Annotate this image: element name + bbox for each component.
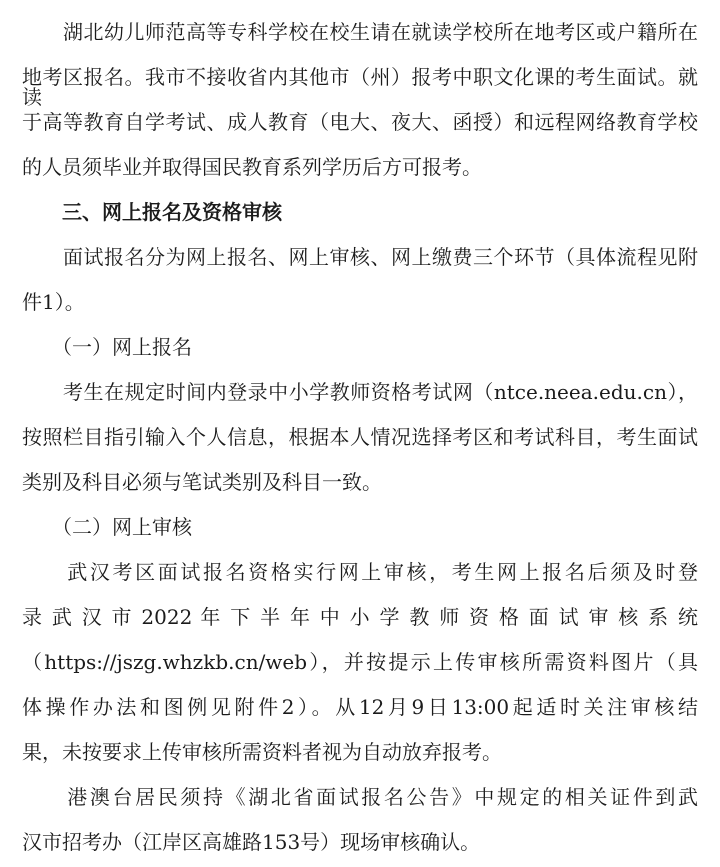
paragraph-line: 地考区报名。我市不接收省内其他市（州）报考中职文化课的考生面试。就读 bbox=[22, 65, 698, 109]
paragraph-line: 果，未按要求上传审核所需资料者视为自动放弃报考。 bbox=[22, 740, 502, 764]
paragraph-line: 汉市招考办（江岸区高雄路153号）现场审核确认。 bbox=[22, 830, 481, 854]
paragraph-line: （https://jszg.whzkb.cn/web），并按提示上传审核所需资料图片（具 bbox=[22, 650, 698, 674]
paragraph-line: 面试报名分为网上报名、网上审核、网上缴费三个环节（具体流程见附 bbox=[22, 245, 698, 269]
paragraph-line: 件1）。 bbox=[22, 290, 85, 314]
subsection-heading: （二）网上审核 bbox=[22, 515, 192, 539]
paragraph-line: 类别及科目必须与笔试类别及科目一致。 bbox=[22, 470, 382, 494]
paragraph-line: 按照栏目指引输入个人信息，根据本人情况选择考区和考试科目，考生面试 bbox=[22, 425, 698, 449]
paragraph-line: 湖北幼儿师范高等专科学校在校生请在就读学校所在地考区或户籍所在 bbox=[22, 20, 698, 44]
paragraph-line: 体操作办法和图例见附件2）。从12月9日13:00起适时关注审核结 bbox=[22, 695, 698, 719]
paragraph-line: 于高等教育自学考试、成人教育（电大、夜大、函授）和远程网络教育学校 bbox=[22, 110, 698, 134]
section-heading: 三、网上报名及资格审核 bbox=[22, 200, 282, 224]
paragraph-line: 录 武 汉 市 2022 年 下 半 年 中 小 学 教 师 资 格 面 试 审 核 系 统 bbox=[22, 605, 698, 629]
paragraph-line: 考生在规定时间内登录中小学教师资格考试网（ntce.neea.edu.cn）， bbox=[22, 380, 698, 404]
subsection-heading: （一）网上报名 bbox=[22, 335, 192, 359]
paragraph-line: 港澳台居民须持《湖北省面试报名公告》中规定的相关证件到武 bbox=[22, 785, 698, 809]
paragraph-line: 的人员须毕业并取得国民教育系列学历后方可报考。 bbox=[22, 155, 482, 179]
paragraph-line: 武汉考区面试报名资格实行网上审核，考生网上报名后须及时登 bbox=[22, 560, 698, 584]
